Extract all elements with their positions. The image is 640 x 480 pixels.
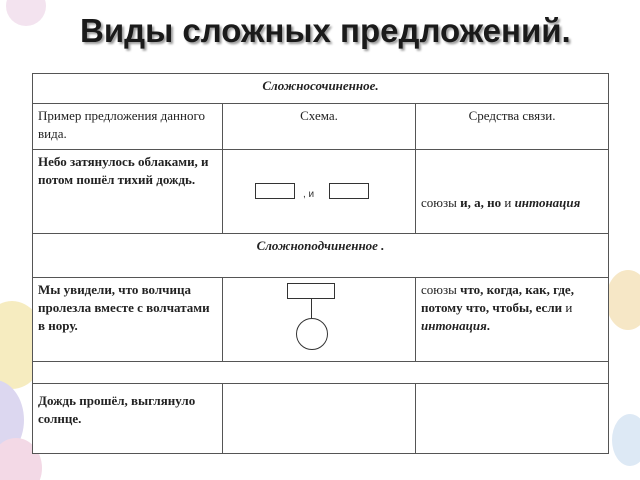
clause-box <box>329 183 369 199</box>
means-conjunctions: и, а, но <box>460 195 502 210</box>
clause-box <box>255 183 295 199</box>
asyndetic-scheme <box>223 384 416 454</box>
compound-scheme <box>223 150 416 234</box>
compound-heading-row <box>33 74 609 104</box>
column-header-example: Пример предложения данного вида. <box>33 104 223 150</box>
asyndetic-example: Дождь прошёл, выглянуло солнце. <box>33 384 223 454</box>
complex-heading: Сложноподчиненное . <box>33 234 609 278</box>
scheme-joiner: , и <box>303 189 315 200</box>
sentence-types-table <box>32 73 609 454</box>
means-and: и <box>504 195 512 210</box>
means-prefix: союзы <box>421 195 457 210</box>
balloon-decoration <box>606 270 640 330</box>
means-intonation: интонация <box>514 195 581 210</box>
balloon-decoration <box>612 414 640 466</box>
means-end: . <box>486 318 491 333</box>
compound-row <box>33 150 609 234</box>
means-prefix: союзы <box>421 282 457 297</box>
column-header-means: Средства связи. <box>416 104 609 150</box>
column-header-scheme: Схема. <box>223 104 416 150</box>
asyndetic-means <box>416 384 609 454</box>
means-conjunctions: что, когда, как, где, потому что, чтобы, если <box>421 282 574 315</box>
main-clause-box <box>287 283 335 299</box>
slide-title: Виды сложных предложений. <box>80 12 571 49</box>
complex-row <box>33 278 609 362</box>
compound-example: Небо затянулось облаками, и потом пошёл тихий дождь. <box>33 150 223 234</box>
column-header-row <box>33 104 609 150</box>
compound-means <box>416 150 609 234</box>
means-and: и <box>565 300 573 315</box>
means-intonation: интонация <box>421 318 487 333</box>
complex-means <box>416 278 609 362</box>
complex-scheme <box>223 278 416 362</box>
compound-heading: Сложносочиненное. <box>33 74 609 104</box>
subordinate-clause-circle <box>296 318 328 350</box>
complex-example: Мы увидели, что волчица пролезла вместе с волчатами в нору. <box>33 278 223 362</box>
complex-heading-row <box>33 234 609 278</box>
empty-heading-row <box>33 362 609 384</box>
empty-heading <box>33 362 609 384</box>
asyndetic-row <box>33 384 609 454</box>
scheme-link-line <box>311 299 312 318</box>
balloon-decoration <box>6 0 46 26</box>
